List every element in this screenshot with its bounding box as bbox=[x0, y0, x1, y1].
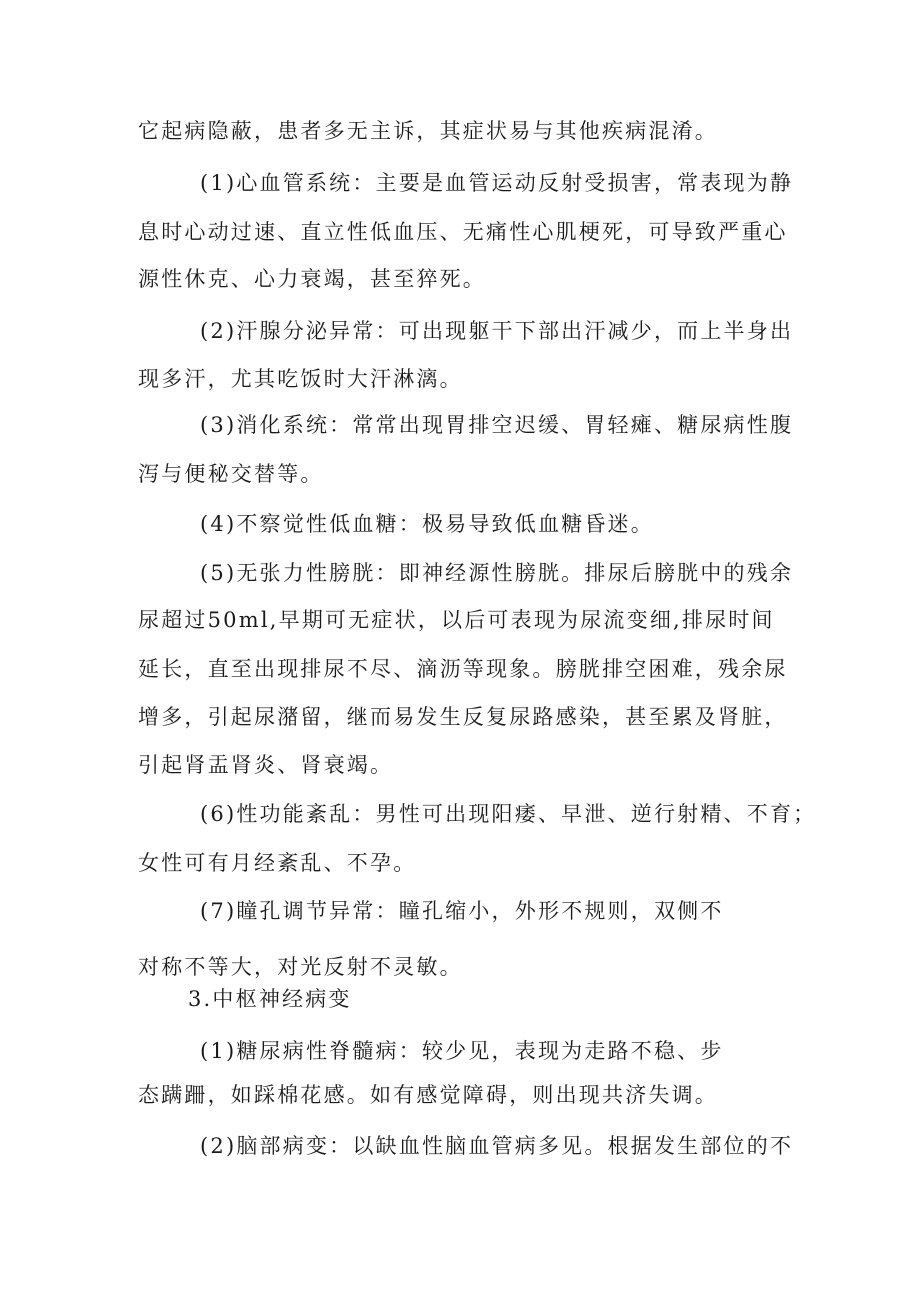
paragraph-line: (2)汗腺分泌异常：可出现躯干下部出汗减少，而上半身出 bbox=[200, 319, 794, 343]
paragraph-line: (6)性功能紊乱：男性可出现阳痿、早泄、逆行射精、不育； bbox=[200, 802, 817, 826]
paragraph-line: 增多，引起尿潴留，继而易发生反复尿路感染，甚至累及肾脏， bbox=[138, 705, 788, 729]
paragraph-line: 泻与便秘交替等。 bbox=[138, 462, 324, 486]
paragraph-line: (2)脑部病变：以缺血性脑血管病多见。根据发生部位的不 bbox=[200, 1134, 794, 1158]
paragraph-line: 它起病隐蔽，患者多无主诉，其症状易与其他疾病混淆。 bbox=[138, 119, 718, 143]
paragraph-line: 源性休克、心力衰竭，甚至猝死。 bbox=[138, 267, 486, 291]
paragraph-line: 态蹒跚，如踩棉花感。如有感觉障碍，则出现共济失调。 bbox=[138, 1083, 718, 1107]
paragraph-line: 现多汗，尤其吃饭时大汗淋漓。 bbox=[138, 367, 463, 391]
paragraph-line: 延长，直至出现排尿不尽、滴沥等现象。膀胱排空困难，残余尿 bbox=[138, 657, 788, 681]
paragraph-line: (3)消化系统：常常出现胃排空迟缓、胃轻瘫、糖尿病性腹 bbox=[200, 413, 794, 437]
paragraph-line: (5)无张力性膀胱：即神经源性膀胱。排尿后膀胱中的残余 bbox=[200, 561, 794, 585]
paragraph-line: (1)心血管系统：主要是血管运动反射受损害，常表现为静 bbox=[200, 171, 794, 195]
section-heading: 3.中枢神经病变 bbox=[188, 987, 352, 1011]
paragraph-line: 女性可有月经紊乱、不孕。 bbox=[138, 851, 417, 875]
paragraph-line: (4)不察觉性低血糖：极易导致低血糖昏迷。 bbox=[200, 512, 654, 536]
paragraph-line: (7)瞳孔调节异常：瞳孔缩小，外形不规则，双侧不 bbox=[200, 899, 724, 923]
paragraph-line: 对称不等大，对光反射不灵敏。 bbox=[138, 955, 463, 979]
paragraph-line: 引起肾盂肾炎、肾衰竭。 bbox=[138, 753, 394, 777]
paragraph-line: 尿超过50ml,早期可无症状，以后可表现为尿流变细,排尿时间 bbox=[138, 608, 775, 632]
paragraph-line: 息时心动过速、直立性低血压、无痛性心肌梗死，可导致严重心 bbox=[138, 220, 788, 244]
paragraph-line: (1)糖尿病性脊髓病：较少见，表现为走路不稳、步 bbox=[200, 1039, 724, 1063]
